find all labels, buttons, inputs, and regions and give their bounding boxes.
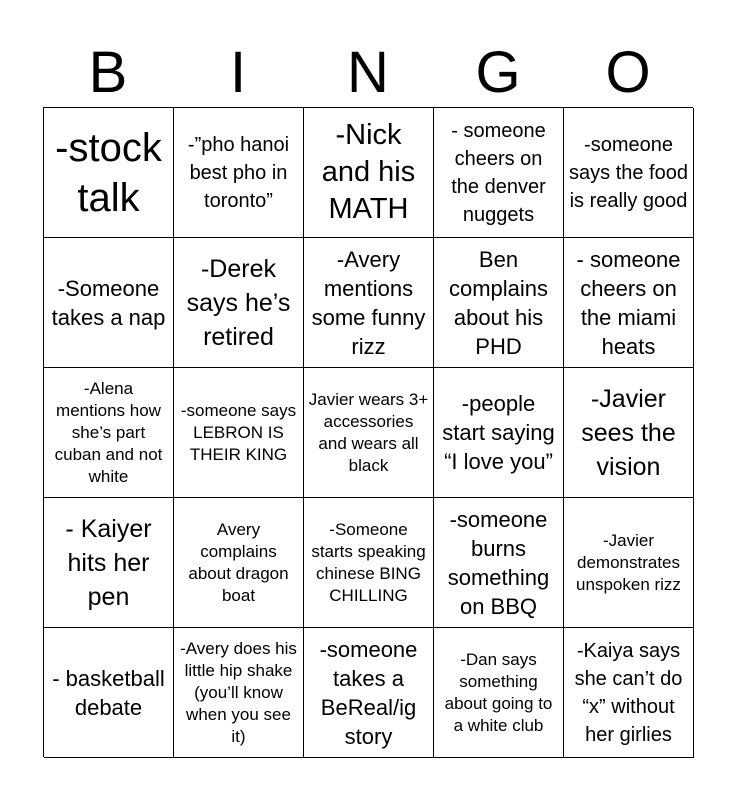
cell-text: - basketball debate	[52, 665, 165, 720]
bingo-cell[interactable]	[304, 498, 434, 628]
cell-text: -someone burns something on BBQ	[447, 506, 550, 619]
bingo-cell[interactable]	[44, 108, 174, 238]
cell-text: -Javier sees the vision	[581, 384, 676, 481]
bingo-cell[interactable]	[304, 628, 434, 758]
bingo-cell[interactable]	[564, 628, 694, 758]
bingo-cell[interactable]	[44, 238, 174, 368]
bingo-cell[interactable]	[564, 368, 694, 498]
cell-text: -Javier demonstrates unspoken rizz	[576, 530, 681, 594]
header-letter-b: B	[88, 40, 128, 105]
header-letter-g: G	[475, 40, 521, 105]
cell-text: -Dan says something about going to a white club	[444, 649, 553, 735]
bingo-cell[interactable]	[304, 368, 434, 498]
cell-text: -Someone takes a nap	[51, 275, 166, 330]
cell-text: -Avery mentions some funny rizz	[311, 246, 426, 359]
cell-text: - someone cheers on the miami heats	[576, 246, 681, 359]
cell-text: -Alena mentions how she’s part cuban and not white	[54, 378, 163, 486]
bingo-header	[43, 38, 693, 108]
bingo-cell[interactable]	[174, 108, 304, 238]
bingo-cell[interactable]	[44, 498, 174, 628]
cell-text: -Kaiya says she can’t do “x” without her girlies	[574, 639, 683, 746]
bingo-cell[interactable]	[174, 498, 304, 628]
cell-text: - someone cheers on the denver nuggets	[451, 119, 546, 226]
bingo-cell[interactable]	[564, 108, 694, 238]
bingo-cell[interactable]	[44, 368, 174, 498]
header-letter-o: O	[605, 40, 651, 105]
bingo-cell[interactable]	[174, 628, 304, 758]
cell-text: Ben complains about his PHD	[448, 246, 549, 359]
bingo-cell[interactable]	[434, 628, 564, 758]
cell-text: -Nick and his MATH	[321, 119, 416, 225]
cell-text: Avery complains about dragon boat	[188, 519, 289, 605]
bingo-grid	[43, 107, 693, 757]
bingo-cell[interactable]	[564, 498, 694, 628]
bingo-cell[interactable]	[304, 108, 434, 238]
bingo-cell[interactable]	[44, 628, 174, 758]
cell-text: -someone says the food is really good	[569, 133, 688, 212]
cell-text: -Avery does his little hip shake (you’ll know when you see it)	[180, 638, 297, 746]
header-letter-n: N	[347, 40, 389, 105]
bingo-cell[interactable]	[434, 498, 564, 628]
cell-text: Javier wears 3+ accessories and wears all black	[308, 389, 429, 475]
cell-text: -stock talk	[55, 125, 162, 220]
bingo-cell[interactable]	[174, 368, 304, 498]
header-letter-i: I	[229, 40, 247, 105]
bingo-cell[interactable]	[434, 108, 564, 238]
cell-text: -someone takes a BeReal/ig story	[319, 636, 418, 749]
cell-text: -people start saying “I love you”	[442, 391, 555, 474]
cell-text: -”pho hanoi best pho in toronto”	[187, 133, 290, 212]
cell-text: -someone says LEBRON IS THEIR KING	[180, 400, 297, 464]
bingo-cell[interactable]	[434, 368, 564, 498]
bingo-cell[interactable]	[174, 238, 304, 368]
bingo-cell[interactable]	[564, 238, 694, 368]
cell-text: - Kaiyer hits her pen	[65, 514, 152, 611]
bingo-cell[interactable]	[434, 238, 564, 368]
bingo-cell[interactable]	[304, 238, 434, 368]
cell-text: -Derek says he’s retired	[186, 254, 291, 351]
cell-text: -Someone starts speaking chinese BING CHILLING	[311, 519, 426, 605]
